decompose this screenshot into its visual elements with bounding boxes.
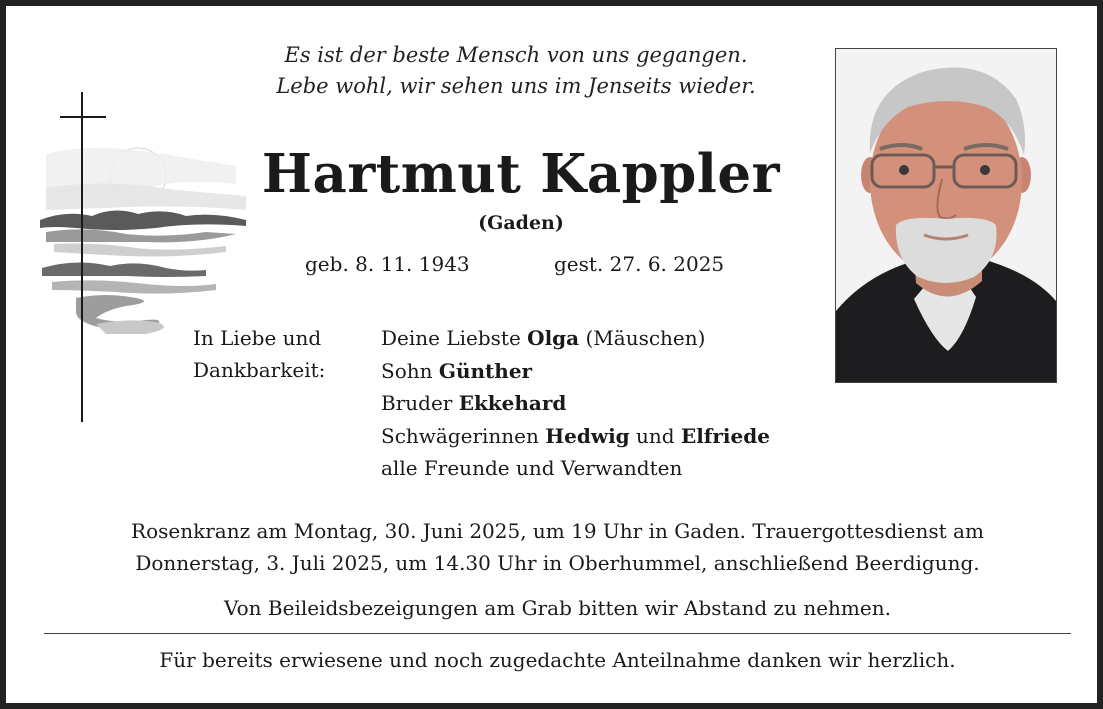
divider-line: [44, 633, 1071, 634]
birth-date: geb. 8. 11. 1943: [305, 252, 470, 276]
quote-line-2: Lebe wohl, wir sehen uns im Jenseits wieder.: [276, 74, 756, 98]
mourner-relation: (Mäuschen): [579, 326, 706, 350]
mourner-relation: Bruder: [381, 391, 459, 415]
portrait-photo: [835, 48, 1057, 383]
condolence-note: Von Beileidsbezeigungen am Grab bitten wir Abstand zu nehmen.: [224, 596, 891, 620]
quote-line-1: Es ist der beste Mensch von uns gegangen.: [284, 43, 748, 67]
mourner-relation: Deine Liebste: [381, 326, 528, 350]
deceased-name: Hartmut Kappler: [261, 143, 781, 205]
death-date: gest. 27. 6. 2025: [554, 252, 725, 276]
mourner-relation: Sohn: [381, 358, 439, 383]
mourner-name: Olga: [527, 326, 580, 350]
mourner-row: [381, 420, 861, 453]
mourner-row: [381, 387, 861, 420]
service-info: [26, 516, 1089, 579]
mourners-list: [381, 322, 861, 485]
mourner-name: Ekkehard: [458, 391, 567, 415]
mourner-relation: alle Freunde und Verwandten: [381, 456, 683, 480]
thanks-note: Für bereits erwiesene und noch zugedachte Anteilnahme danken wir herzlich.: [159, 648, 956, 672]
mourner-name: Elfriede: [680, 423, 770, 448]
mourner-relation: und: [629, 423, 681, 448]
mourner-name: Günther: [438, 358, 533, 383]
mourning-label: [193, 322, 373, 386]
mourner-name: Hedwig: [545, 423, 630, 448]
mourner-relation: Schwägerinnen: [381, 423, 546, 448]
mourning-label-line-1: In Liebe und: [193, 326, 322, 350]
service-line-1: Rosenkranz am Montag, 30. Juni 2025, um 19 Uhr in Gaden. Trauergottesdienst am: [131, 519, 984, 543]
deceased-place: (Gaden): [478, 212, 564, 234]
mourner-row: [381, 452, 861, 485]
service-line-2: Donnerstag, 3. Juli 2025, um 14.30 Uhr in Oberhummel, anschließend Beerdigung.: [135, 550, 980, 575]
memorial-quote: [156, 40, 876, 102]
mourning-label-line-2: Dankbarkeit:: [193, 358, 326, 382]
mourner-row: [381, 355, 861, 388]
mourner-row: [381, 322, 861, 355]
